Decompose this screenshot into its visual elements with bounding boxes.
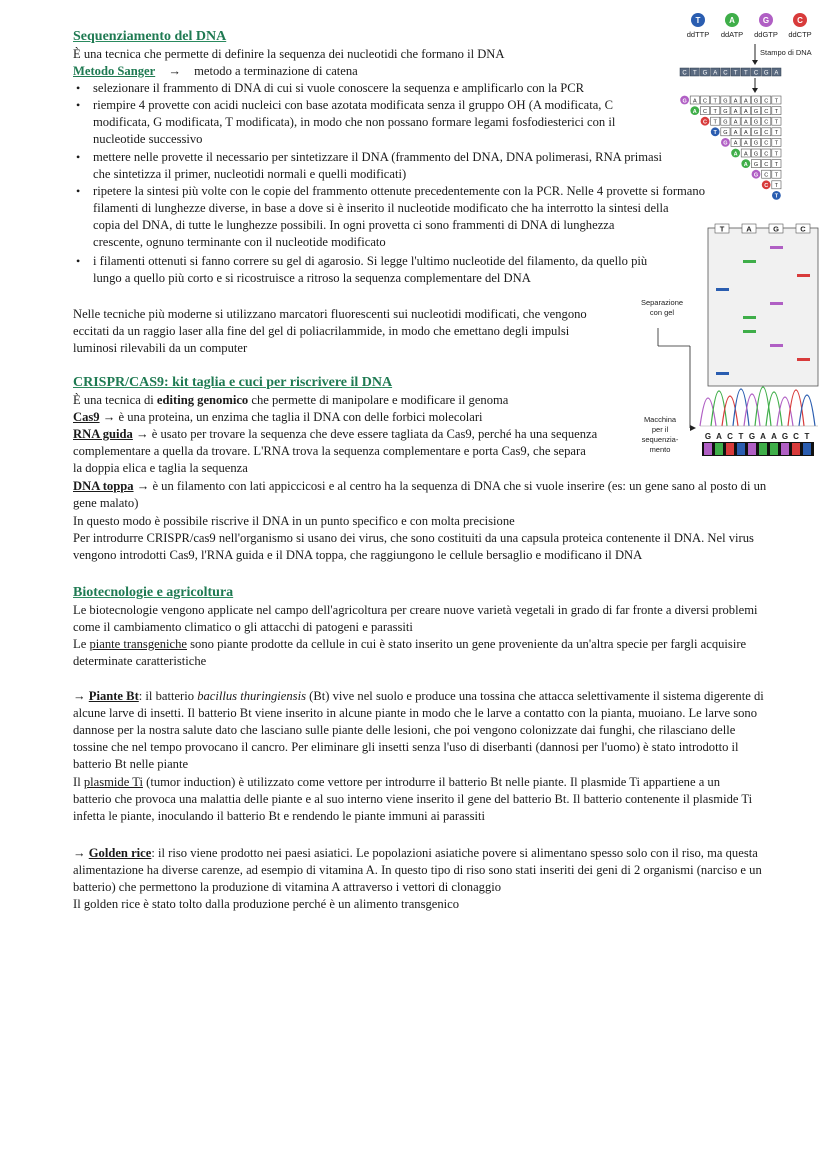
bullet-icon: •: [76, 98, 81, 112]
bt-line-2: alcune larve di insetti. Il batterio Bt viene inserito in alcune piante in modo che le larve a contatto con la pianta, muoiano. Le larve sono: [73, 706, 758, 720]
dna-toppa-line-2: gene malato): [73, 496, 139, 510]
crispr-intro: [73, 392, 508, 409]
bt-line-4: tossine che nel tempo provocano il cancro. Per eliminare gli insetti senza l'uso di diserbanti (dannosi per l'uomo) è stato introdotto il: [73, 740, 739, 754]
section-title-crispr: CRISPR/CAS9: kit taglia e cuci per riscrivere il DNA: [73, 375, 393, 390]
template-base: G: [702, 70, 708, 77]
chromatogram-peak-T: [799, 395, 815, 426]
transgeniche-desc-1: sono piante prodotte da cellule in cui è stato inserito un gene proveniente da un'altra specie per fargli acquisire: [187, 637, 747, 651]
gel-band-G: [770, 344, 783, 347]
sanger-step-4-line-1: ripetere la sintesi più volte con le copie del frammento ottenute precedentemente con la PCR. Nelle 4 provette si formano: [93, 184, 705, 198]
arrow-icon: →: [99, 410, 119, 424]
sanger-method-line: [73, 63, 358, 80]
chromatogram-peak-G: [777, 397, 793, 426]
gel-lane-label: G: [773, 224, 779, 234]
gel-band-G: [770, 302, 783, 305]
fragment-base: C: [703, 98, 707, 105]
read-base: C: [793, 432, 799, 441]
arrow-head-icon: [752, 88, 758, 93]
section-title-sequenziamento: Sequenziamento del DNA: [73, 29, 227, 44]
piante-bt-label: Piante Bt: [88, 689, 139, 703]
nucleotide-label: ddCTP: [788, 30, 812, 39]
crispr-intro-post: che permette di manipolare e modificare il genoma: [248, 393, 509, 407]
ti-pre: Il: [73, 775, 84, 789]
fragment-base: A: [733, 140, 738, 147]
rna-guida-line-3: la doppia elica e taglia la sequenza: [73, 461, 248, 475]
template-base: T: [733, 70, 738, 77]
dna-toppa-line-1: [73, 478, 766, 495]
sanger-step-4-line-2: filamenti di lunghezze diverse, in base a dove si è inserito il nucleotide modificato che ha interrotto la sintesi della: [93, 201, 669, 215]
fragment-base: C: [764, 119, 769, 126]
sanger-step-5-line-1: i filamenti ottenuti si fanno correre su gel di agarosio. Si legge l'ultimo nucleotide del filamento, da quello più: [93, 254, 648, 268]
fragment-base: G: [753, 140, 759, 147]
read-base: A: [771, 432, 777, 441]
crispr-line-2: Per introdurre CRISPR/cas9 nell'organismo si usano dei virus, che sono costituiti da una capsula proteica contenente il DNA. Nel virus: [73, 531, 754, 545]
arrow-right-icon: [690, 425, 696, 431]
cas9-desc: è una proteina, un enzima che taglia il DNA con delle forbici molecolari: [118, 410, 483, 424]
gel-band-A: [743, 316, 756, 319]
ti-line-2: batterio che provoca una malattia delle piante e al suo interno viene inserito il gene del batterio Bt. Il batterio contenente il plasmide Ti: [73, 792, 753, 806]
read-bar-A: [770, 443, 778, 455]
chromatogram-peak-G: [700, 398, 716, 426]
terminator-letter: A: [733, 151, 738, 158]
fragment-base: G: [753, 108, 759, 115]
sanger-step-4-line-4: crescente, ognuno terminante con il nucleotide modificato: [93, 235, 386, 249]
modern-line-1: Nelle tecniche più moderne si utilizzano marcatori fluorescenti sui nucleotidi modificati, che vengono: [73, 307, 587, 321]
arrow-icon: →: [73, 689, 89, 703]
bullet-icon: •: [76, 81, 81, 95]
modern-line-3: luminosi rilevabili da un computer: [73, 341, 248, 355]
template-base: T: [743, 70, 748, 77]
fragment-base: T: [713, 98, 717, 105]
read-bar-A: [715, 443, 723, 455]
fragment-base: T: [774, 151, 779, 158]
fragment-base: A: [743, 151, 748, 158]
template-base: A: [774, 70, 779, 77]
fragment-base: T: [774, 183, 779, 190]
read-base: A: [760, 432, 766, 441]
fragment-base: T: [774, 161, 779, 168]
fragment-base: G: [753, 161, 759, 168]
ti-line-3: infetta le piante, inoculando il batterio Bt e rendendo le piante immuni ai parassiti: [73, 809, 485, 823]
fragment-base: G: [753, 98, 759, 105]
rna-guida-desc-1: → è usato per trovare la sequenza che deve essere tagliata da Cas9, perché ha una sequenza: [132, 427, 598, 441]
gel-band-T: [716, 288, 729, 291]
plasmide-ti-term: plasmide Ti: [83, 775, 143, 789]
read-bar-G: [781, 443, 789, 455]
bt-line-5: batterio Bt nelle piante: [73, 757, 189, 771]
read-bar-G: [748, 443, 756, 455]
fragment-base: G: [753, 151, 759, 158]
bullet-icon: •: [76, 184, 81, 198]
gel-band-C: [797, 274, 810, 277]
sanger-step-2-line-2: modificata, G modificata, T modificata), in modo che non possano formare legami fosfodiesterici con il: [93, 115, 616, 129]
terminator-letter: A: [692, 108, 697, 115]
template-base: T: [692, 70, 697, 77]
rna-guida-line-1: [73, 426, 597, 443]
sanger-desc: metodo a terminazione di catena: [194, 64, 358, 78]
golden-rice-line-4: Il golden rice è stato tolto dalla produzione perché è un alimento transgenico: [73, 897, 460, 911]
fragment-base: C: [764, 140, 769, 147]
bt-line-3: dannose per la nostra salute dato che lasciano sulle piante delle lesioni, che poi vengono colonizzate dai funghi, che rilasciano delle: [73, 723, 736, 737]
machine-label-line: mento: [649, 445, 671, 454]
section-title-biotecnologie: Biotecnologie e agricoltura: [73, 585, 234, 600]
sanger-step-2-line-3: nucleotide successivo: [93, 132, 203, 146]
bullet-icon: •: [76, 150, 81, 164]
fragment-base: A: [733, 98, 738, 105]
fragment-base: A: [743, 108, 748, 115]
crispr-intro-pre: È una tecnica di: [73, 393, 157, 407]
sanger-intro: È una tecnica che permette di definire la sequenza dei nucleotidi che formano il DNA: [73, 47, 505, 61]
gel-lane-label: T: [719, 224, 725, 234]
gel-lane-label: A: [746, 224, 752, 234]
golden-rice-label: Golden rice: [88, 846, 152, 860]
ti-desc-1: (tumor induction) è utilizzato come vettore per introdurre il batterio Bt nelle piante. Il plasmide Ti appartiene a un: [142, 775, 721, 789]
terminator-letter: A: [743, 161, 748, 168]
modern-line-2: eccitati da un raggio laser alla fine del gel di poliacrilammide, in modo che emettano degli impulsi: [73, 324, 570, 338]
nucleotide-label: ddTTP: [686, 30, 710, 39]
bacillus-name: bacillus thuringiensis: [197, 689, 306, 703]
transgeniche-pre: Le: [73, 637, 90, 651]
template-base: G: [763, 70, 769, 77]
terminator-letter: T: [774, 193, 779, 200]
read-bar-T: [737, 443, 745, 455]
nucleotide-letter: T: [695, 16, 701, 25]
fragment-base: A: [743, 140, 748, 147]
fragment-base: T: [774, 140, 779, 147]
fragment-base: C: [764, 151, 769, 158]
fragment-base: C: [703, 108, 707, 115]
dna-toppa-label: DNA toppa: [73, 479, 134, 493]
gel-band-T: [716, 372, 729, 375]
fragment-base: T: [713, 108, 717, 115]
fragment-base: T: [774, 98, 779, 105]
read-base: G: [781, 432, 789, 441]
fragment-base: G: [723, 130, 728, 137]
fragment-base: G: [723, 119, 728, 126]
read-base: A: [716, 432, 722, 441]
bt-pre: : il batterio: [138, 689, 198, 703]
terminator-letter: G: [753, 172, 759, 179]
transgeniche-line-2: determinate caratteristiche: [73, 654, 207, 668]
fragment-base: T: [774, 130, 779, 137]
template-base: C: [682, 70, 687, 77]
nucleotide-letter: G: [762, 16, 770, 25]
golden-rice-line-2: alimentazione ha diverse carenze, ad esempio di vitamina A. In questo tipo di riso sono stati inseriti dei geni di 2 organismi (narciso e un: [73, 863, 762, 877]
read-bar-C: [792, 443, 800, 455]
gel-band-G: [770, 246, 783, 249]
gel-lane-label: C: [800, 224, 806, 234]
fragment-base: A: [733, 130, 738, 137]
piante-transgeniche-term: piante transgeniche: [89, 637, 187, 651]
fragment-base: G: [753, 130, 759, 137]
template-label: Stampo di DNA: [760, 48, 812, 57]
terminator-letter: T: [713, 130, 717, 137]
nucleotide-label: ddATP: [720, 30, 744, 39]
dna-toppa-desc-1: → è un filamento con lati appiccicosi e al centro ha la sequenza di DNA che si vuole inserire (es: un gene sano al posto di un: [133, 479, 767, 493]
chromatogram-peak-C: [722, 396, 738, 426]
fragment-base: C: [764, 161, 769, 168]
read-base: T: [738, 432, 744, 441]
crispr-line-1: In questo modo è possibile riscrive il DNA in un punto specifico e con molta precisione: [73, 514, 515, 528]
gel-band-A: [743, 330, 756, 333]
arrow-head-icon: [752, 60, 758, 65]
sanger-step-4-line-3: copia del DNA, di tutte le lunghezze possibili. In ogni provetta ci sono frammenti di DNA di lunghezza: [93, 218, 615, 232]
arrow-icon: →: [73, 846, 89, 860]
crispr-line-3: vengono introdotti Cas9, l'RNA guida e il DNA toppa, che raggiungono le cellule bersaglio e modificano il DNA: [73, 548, 643, 562]
fragment-base: C: [764, 130, 769, 137]
template-base: C: [723, 70, 728, 77]
sanger-step-3-line-1: mettere nelle provette il necessario per sintetizzare il DNA (frammento del DNA, DNA polimerasi, RNA primasi: [93, 150, 662, 164]
read-bar-T: [803, 443, 811, 455]
bio-intro-1: Le biotecnologie vengono applicate nel campo dell'agricoltura per creare nuove varietà vegetali in grado di far fronte a diversi problemi: [73, 603, 758, 617]
sanger-diagram: [636, 8, 822, 478]
template-base: C: [753, 70, 759, 77]
rna-guida-line-2: complementare a quella da trovare. L'RNA trova la sequenza complementare e porta Cas9, che separa: [73, 444, 586, 458]
gel-band-A: [743, 260, 756, 263]
read-base: C: [727, 432, 733, 441]
fragment-base: G: [753, 119, 759, 126]
fragment-base: A: [743, 98, 748, 105]
template-base: A: [713, 70, 718, 77]
chromatogram-peak-G: [744, 394, 760, 426]
sanger-step-5-line-2: lungo a quello più corto e si ricostruisce a ritroso la sequenza complementare del DNA: [93, 271, 531, 285]
terminator-letter: C: [764, 183, 769, 190]
fragment-base: A: [743, 119, 748, 126]
read-bar-A: [759, 443, 767, 455]
fragment-base: G: [723, 108, 728, 115]
terminator-letter: G: [723, 140, 728, 147]
sanger-step-3-line-2: che sintetizza il primer, nucleotidi normali e quelli modificati): [93, 167, 407, 181]
bt-post: (Bt) vive nel suolo e produce una tossina che attacca selettivamente il sistema digerente di: [306, 689, 764, 703]
nucleotide-letter: A: [729, 16, 735, 25]
sanger-step-2-line-1: riempire 4 provette con acidi nucleici con base azotata modificata senza il gruppo OH (A modificata, C: [93, 98, 613, 112]
read-bar-C: [726, 443, 734, 455]
fragment-base: A: [733, 119, 738, 126]
fragment-base: T: [774, 119, 779, 126]
fragment-base: C: [764, 172, 769, 179]
fragment-base: A: [692, 98, 697, 105]
fragment-base: T: [713, 119, 717, 126]
sanger-label: Metodo Sanger: [73, 64, 156, 78]
read-base: G: [704, 432, 712, 441]
rna-guida-label: RNA guida: [73, 427, 133, 441]
golden-rice-line-3: batterio) che permettono la produzione di vitamina A attraverso i vettori di clonaggio: [73, 880, 502, 894]
bio-intro-2: come il cambiamento climatico o gli attacchi di patogeni e parassiti: [73, 620, 413, 634]
cas9-line: [73, 409, 483, 426]
transgeniche-line-1: [73, 636, 746, 653]
terminator-letter: C: [703, 119, 707, 126]
gel-band-C: [797, 358, 810, 361]
fragment-base: T: [774, 108, 779, 115]
nucleotide-letter: C: [797, 16, 803, 25]
terminator-letter: G: [682, 98, 687, 105]
sanger-step-1-line-1: selezionare il frammento di DNA di cui si vuole conoscere la sequenza e amplificarlo con la PCR: [93, 81, 584, 95]
fragment-base: G: [723, 98, 728, 105]
fragment-base: T: [774, 172, 779, 179]
machine-label-line: Macchina: [643, 415, 677, 424]
read-base: T: [804, 432, 810, 441]
fragment-base: A: [733, 108, 738, 115]
ti-line-1: [73, 774, 720, 791]
bullet-icon: •: [76, 254, 81, 268]
gel-label-line-1: Separazione: [640, 298, 684, 307]
editing-genomico-term: editing genomico: [156, 393, 249, 407]
golden-rice-line-1: [73, 845, 758, 862]
fragment-base: C: [764, 98, 769, 105]
fragment-base: A: [743, 130, 748, 137]
nucleotide-label: ddGTP: [754, 30, 778, 39]
fragment-base: C: [764, 108, 769, 115]
machine-label-line: sequenzia-: [641, 435, 679, 444]
cas9-label: Cas9: [73, 410, 100, 424]
gel-box: [708, 228, 818, 386]
gel-label-line-2: con gel: [649, 308, 675, 317]
golden-rice-desc-1: : il riso viene prodotto nei paesi asiatici. Le popolazioni asiatiche povere si alimentano spesso solo con il riso, ma questa: [151, 846, 758, 860]
arrow-icon: →: [168, 64, 181, 78]
bt-line-1: [73, 688, 764, 705]
read-base: G: [748, 432, 756, 441]
machine-label-line: per il: [651, 425, 669, 434]
read-bar-G: [704, 443, 712, 455]
